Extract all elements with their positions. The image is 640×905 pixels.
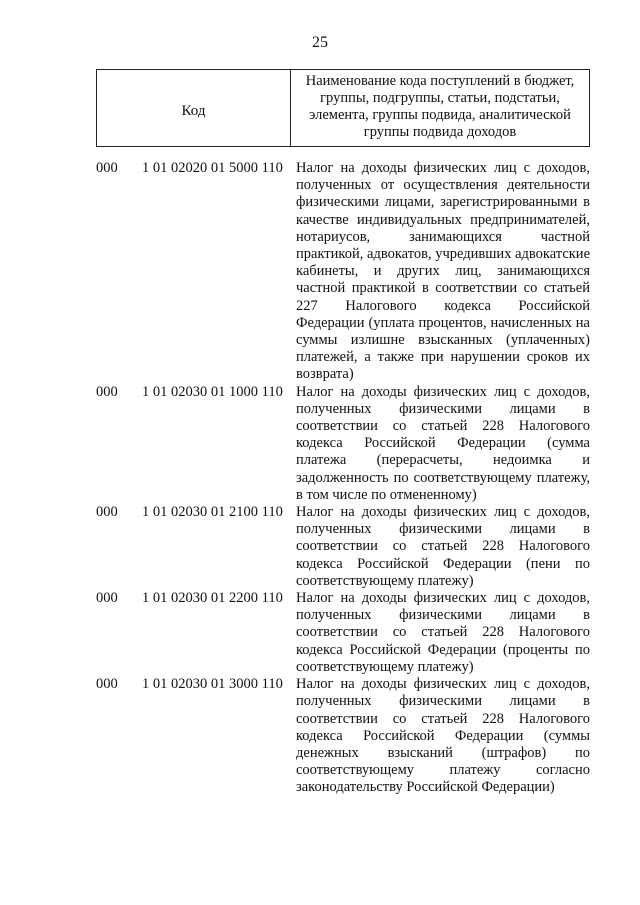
- row-prefix: 000: [96, 160, 118, 176]
- table-header: [96, 69, 590, 147]
- table-row: [96, 504, 590, 590]
- row-description: Налог на доходы физических лиц с доходов, полученных физическими лицами в соответствии со статьей 228 Налогового кодекса Российской Федерации (проценты по соответствующему платежу): [296, 590, 590, 675]
- row-code: 1 01 02030 01 2100 110: [142, 504, 283, 521]
- header-name-label: Наименование кода поступлений в бюджет, группы, подгруппы, статьи, подстатьи, элемента, группы подвида, аналитической группы подвида доходов: [305, 73, 575, 140]
- row-code: 1 01 02020 01 5000 110: [142, 160, 283, 176]
- table-row: [96, 160, 590, 384]
- row-prefix: 000: [96, 504, 118, 521]
- table-row: [96, 384, 590, 504]
- row-description: Налог на доходы физических лиц с доходов, полученных физическими лицами в соответствии со статьей 228 Налогового кодекса Российской Федерации (сумма платежа (перерасчеты, недоимка и задолженность по соответствующему платежу, в том числе по отмененному): [296, 383, 590, 503]
- header-code-label: Код: [97, 70, 291, 146]
- page-number: 25: [312, 34, 328, 51]
- row-code: 1 01 02030 01 3000 110: [142, 676, 283, 693]
- row-prefix: 000: [96, 590, 118, 607]
- table-row: [96, 676, 590, 796]
- row-code: 1 01 02030 01 2200 110: [142, 590, 283, 607]
- code-list: [96, 160, 590, 797]
- row-description: Налог на доходы физических лиц с доходов, полученных физическими лицами в соответствии со статьей 228 Налогового кодекса Российской Федерации (суммы денежных взысканий (штрафов) по соответствующему платежу согласно законодательству Российской Федерации): [296, 676, 590, 796]
- row-description: Налог на доходы физических лиц с доходов, полученных физическими лицами в соответствии со статьей 228 Налогового кодекса Российской Федерации (пени по соответствующему платежу): [296, 504, 590, 589]
- row-prefix: 000: [96, 383, 118, 400]
- row-description: Налог на доходы физических лиц с доходов, полученных от осуществления деятельности физическими лицами, зарегистрированными в качестве индивидуальных предпринимателей, нотариусов, занимающихся частной практикой, адвокатов, учредивших адвокатские кабинеты, и других лиц, занимающихся частной практикой в соответствии со статьей 227 Налогового кодекса Российской Федерации (уплата процентов, начисленных на суммы излишне взысканных (уплаченных) платежей, а также при нарушении сроков их возврата): [296, 160, 590, 383]
- table-row: [96, 590, 590, 676]
- row-prefix: 000: [96, 676, 118, 693]
- row-code: 1 01 02030 01 1000 110: [142, 383, 283, 400]
